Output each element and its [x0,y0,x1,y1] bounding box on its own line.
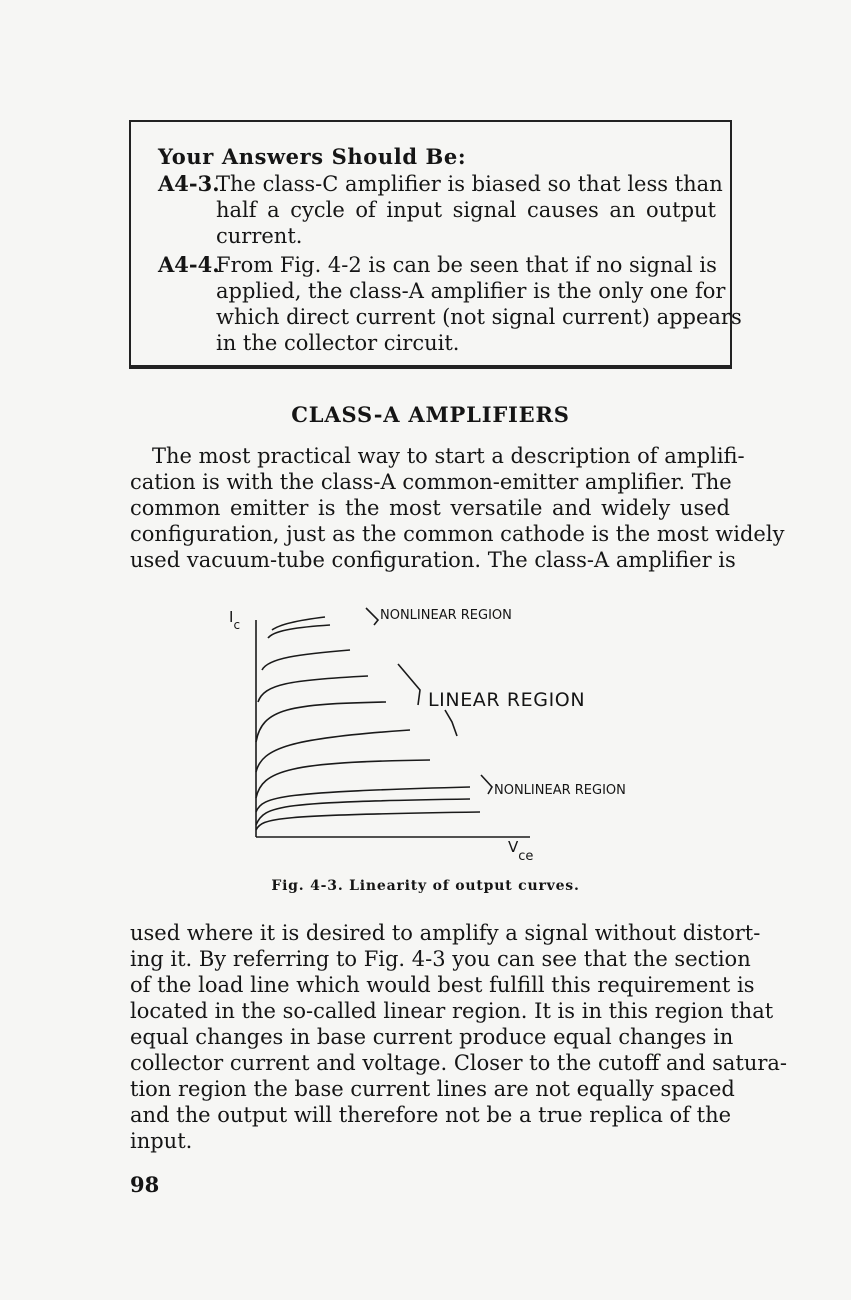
answer-line: From Fig. 4-2 is can be seen that if no signal is [216,253,717,277]
pointer-bottom [481,775,492,794]
label-nonlinear-top: NONLINEAR REGION [380,608,512,623]
answers-box-title: Your Answers Should Be: [158,144,467,169]
answer-line: current. [216,224,303,248]
output-curves-diagram [0,580,851,880]
text-line: used where it is desired to amplify a signal without distort- [130,921,761,945]
text-line: configuration, just as the common cathode is the most widely [130,522,785,546]
paragraph-2 [130,920,788,1154]
label-linear: LINEAR REGION [428,689,586,711]
text-line: common emitter is the most versatile and widely used [130,496,730,520]
collector-curve [262,650,350,670]
text-line: used vacuum-tube configuration. The class-A amplifier is [130,548,736,572]
text-line: ing it. By referring to Fig. 4-3 you can see that the section [130,947,751,971]
text-line: collector current and voltage. Closer to the cutoff and satura- [130,1051,788,1075]
figure-caption: Fig. 4-3. Linearity of output curves. [271,878,580,894]
text-line: The most practical way to start a description of amplifi- [152,444,745,468]
text-line: and the output will therefore not be a true replica of the [130,1103,732,1127]
collector-curve [258,676,368,702]
y-axis-label: $I_c$ [229,608,241,632]
pointer-top [366,608,378,625]
collector-curve [256,812,480,830]
pointer-middle-upper [398,664,420,705]
text-line: of the load line which would best fulfill this requirement is [130,973,755,997]
paragraph-1 [130,443,785,573]
text-line: cation is with the class-A common-emitter amplifier. The [130,470,732,494]
section-heading: CLASS-A AMPLIFIERS [291,402,570,427]
text-line: located in the so-called linear region. It is in this region that [130,999,774,1023]
answer-text [216,252,742,356]
answer-id: A4-3. [158,171,220,196]
x-axis-label: Vce [508,838,534,864]
collector-curve [256,702,386,742]
answer-line: in the collector circuit. [216,331,460,355]
text-line: input. [130,1129,193,1153]
answers-box [129,120,742,369]
answer-line: which direct current (not signal current) appears [216,305,742,329]
text-line: equal changes in base current produce equal changes in [130,1025,734,1049]
figure-4-3 [0,580,851,880]
answer-line: applied, the class-A amplifier is the only one for [216,279,726,303]
page-number: 98 [130,1172,160,1197]
label-nonlinear-bottom: NONLINEAR REGION [494,783,626,798]
answer-line: The class-C amplifier is biased so that less than [216,172,723,196]
answer-id: A4-4. [158,252,220,277]
collector-curve [256,730,410,772]
pointer-middle-lower [445,710,457,736]
answer-text [216,171,723,249]
answer-line: half a cycle of input signal causes an output [216,198,716,222]
text-line: tion region the base current lines are not equally spaced [130,1077,735,1101]
